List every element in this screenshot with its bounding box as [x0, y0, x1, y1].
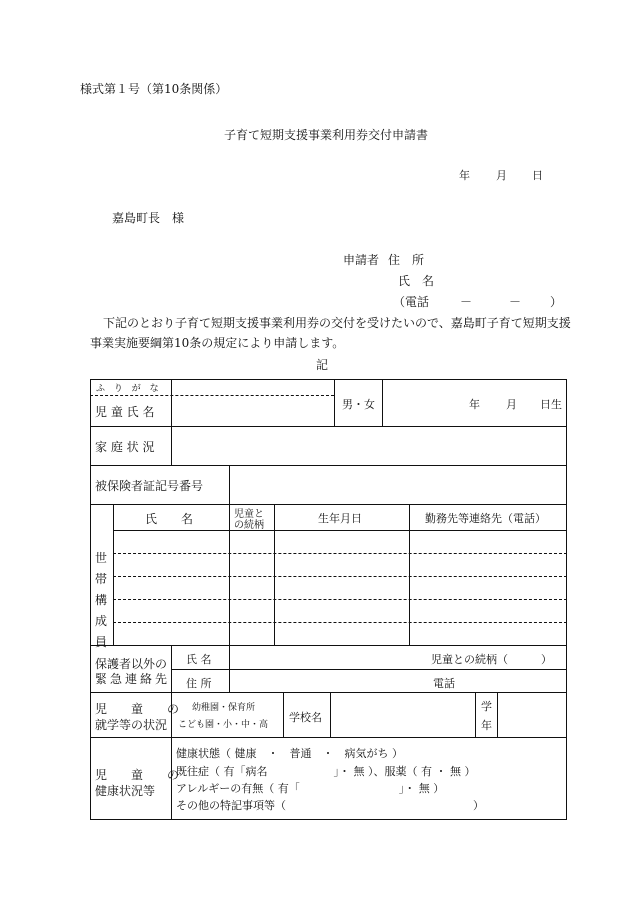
- date-month: 月: [496, 169, 507, 182]
- health-line-2: 既往症（ 有「病名 」・ 無 ）、服薬（ 有 ・ 無 ）: [176, 765, 476, 778]
- insurance-number-label: 被保険者証記号番号: [95, 479, 204, 493]
- family-status-label: 家 庭 状 況: [95, 440, 155, 454]
- dashed-row-divider: [113, 553, 567, 554]
- row-divider: [90, 737, 567, 738]
- emergency-phone-label: 電話: [433, 677, 455, 690]
- dashed-row-divider: [113, 576, 567, 577]
- col-divider: [497, 692, 498, 737]
- phone-dash-1: －: [460, 295, 473, 309]
- phone-open: （電話: [393, 295, 430, 309]
- col-divider: [409, 504, 410, 645]
- birth-month: 月: [506, 398, 517, 411]
- phone-dash-2: －: [509, 295, 522, 309]
- household-vertical-label: 世 帯 構 成 員: [94, 551, 107, 649]
- col-divider: [382, 379, 383, 426]
- grade-label-1: 学: [481, 700, 492, 713]
- col-divider: [171, 379, 172, 426]
- form-title: 子育て短期支援事業利用券交付申請書: [224, 128, 429, 142]
- col-divider: [113, 504, 114, 645]
- household-col-work: 勤務先等連絡先（電話）: [425, 512, 546, 525]
- col-divider: [229, 645, 230, 692]
- date-year: 年: [459, 169, 470, 182]
- emergency-address-label: 住 所: [186, 677, 212, 690]
- health-line-3: アレルギーの有無（ 有「 」・ 無 ）: [176, 782, 445, 795]
- ki-label: 記: [316, 358, 329, 372]
- col-divider: [334, 379, 335, 426]
- health-line-1: 健康状態（ 健康 ・ 普通 ・ 病気がち ）: [176, 747, 403, 760]
- furigana-divider: [90, 395, 334, 396]
- household-col-name: 氏 名: [145, 512, 194, 526]
- col-divider: [330, 692, 331, 737]
- health-line-4: その他の特記事項等（ ）: [176, 799, 484, 812]
- row-divider: [113, 530, 567, 531]
- row-divider: [90, 504, 567, 505]
- row-divider: [90, 426, 567, 427]
- child-name-label: 児 童 氏 名: [95, 405, 155, 419]
- col-divider: [229, 504, 230, 645]
- gender-options[interactable]: 男・女: [342, 398, 375, 411]
- school-type-1[interactable]: 幼稚園・保育所: [192, 703, 256, 713]
- name-label: 氏 名: [398, 274, 435, 288]
- body-line-2: 事業実施要綱第10条の規定により申請します。: [90, 336, 345, 350]
- row-divider: [171, 669, 567, 670]
- school-label-2: 就学等の状況: [95, 718, 168, 732]
- phone-close: ）: [550, 295, 563, 309]
- grade-label-2: 年: [481, 719, 492, 732]
- birth-day: 日生: [540, 398, 562, 411]
- dashed-row-divider: [113, 622, 567, 623]
- col-divider: [229, 465, 230, 504]
- col-divider: [475, 692, 476, 737]
- col-divider: [171, 426, 172, 465]
- col-divider: [171, 645, 172, 692]
- health-label-2: 健康状況等: [95, 784, 156, 798]
- row-divider: [90, 465, 567, 466]
- school-label-1: 児 童 の: [95, 702, 180, 716]
- col-divider: [274, 504, 275, 645]
- health-label-1: 児 童 の: [95, 768, 180, 782]
- dashed-row-divider: [113, 599, 567, 600]
- addressee: 嘉島町長 様: [112, 211, 185, 225]
- household-col-birth: 生年月日: [318, 512, 362, 525]
- emergency-label-2: 緊急連絡先: [95, 672, 171, 686]
- birth-year: 年: [469, 398, 480, 411]
- school-type-2[interactable]: こども園・小・中・高: [178, 720, 269, 730]
- furigana-label: ふ り が な: [96, 384, 162, 394]
- row-divider: [90, 692, 567, 693]
- emergency-name-label: 氏 名: [186, 653, 212, 666]
- household-col-relation-2: の続柄: [234, 520, 264, 531]
- body-line-1: 下記のとおり子育て短期支援事業利用券の交付を受けたいので、嘉島町子育て短期支援: [103, 316, 571, 330]
- col-divider: [283, 692, 284, 737]
- applicant-label: 申請者: [343, 253, 380, 267]
- row-divider: [90, 645, 567, 646]
- form-number: 様式第１号（第10条関係）: [80, 82, 228, 96]
- emergency-relation-label: 児童との続柄（ ）: [431, 653, 552, 666]
- school-name-label: 学校名: [289, 711, 322, 724]
- household-col-relation-1: 児童と: [234, 509, 264, 520]
- date-day: 日: [532, 169, 543, 182]
- emergency-label-1: 保護者以外の: [95, 657, 168, 671]
- address-label: 住 所: [388, 253, 425, 267]
